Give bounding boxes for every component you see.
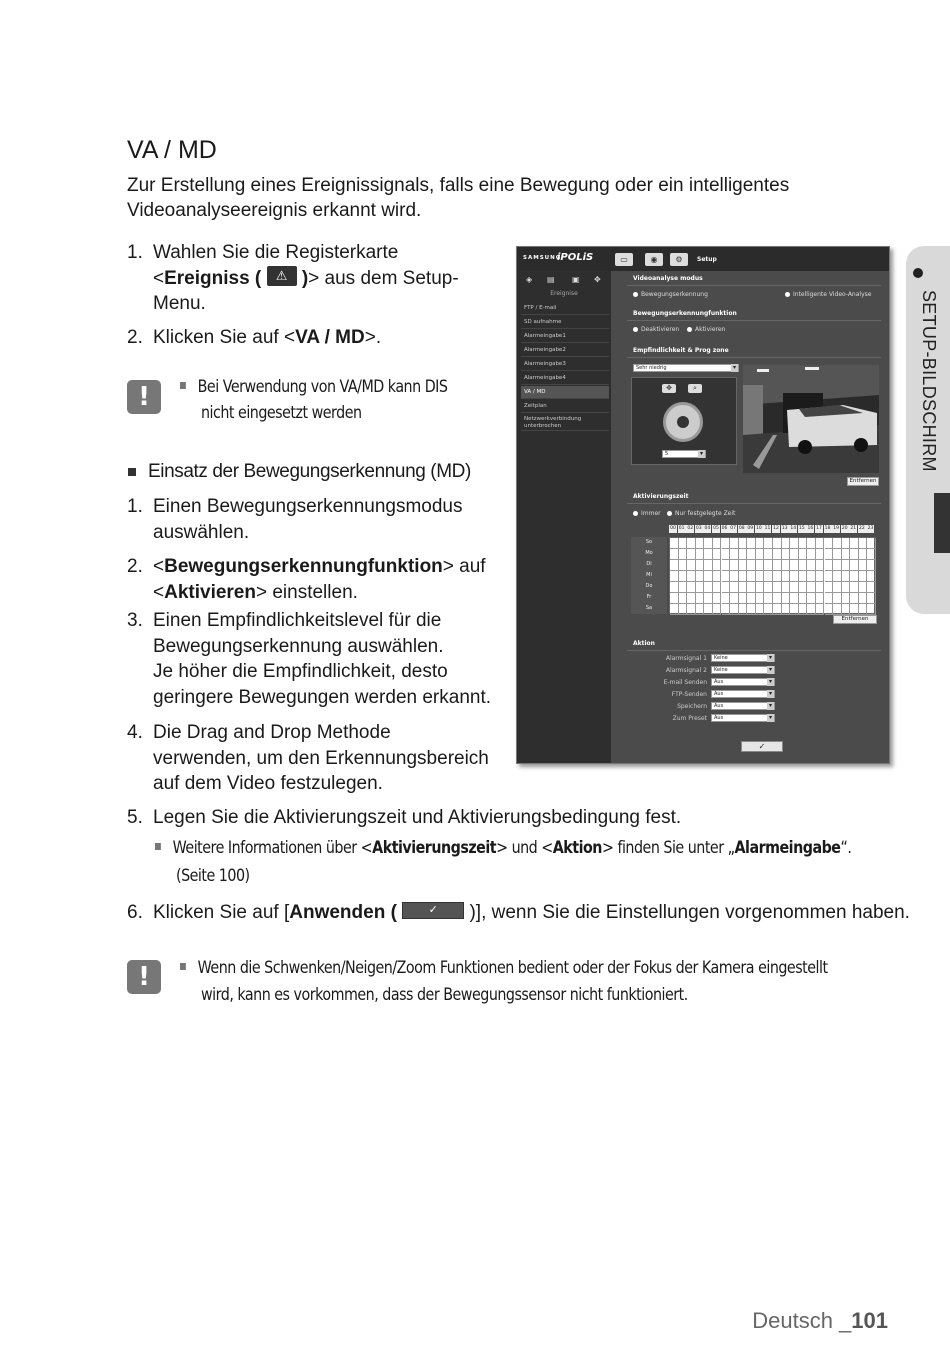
- ptz-joystick[interactable]: [663, 402, 703, 442]
- schedule-cell[interactable]: [679, 604, 688, 615]
- schedule-cell[interactable]: [739, 549, 748, 560]
- action-select[interactable]: Aus ▾: [711, 714, 775, 722]
- schedule-cell[interactable]: [790, 582, 799, 593]
- schedule-cell[interactable]: [859, 571, 868, 582]
- action-label: Speichern: [677, 703, 707, 710]
- day-label: Mo: [631, 548, 667, 559]
- menu-item-alarm2[interactable]: Alarmeingabe2: [521, 344, 609, 357]
- schedule-cell[interactable]: [790, 571, 799, 582]
- schedule-cell[interactable]: [739, 560, 748, 571]
- schedule-cell[interactable]: [850, 582, 859, 593]
- note-1: Bei Verwendung von VA/MD kann DIS nicht eingesetzt werden: [180, 374, 498, 426]
- menu-item-vamd[interactable]: VA / MD: [521, 386, 609, 399]
- note-2: Wenn die Schwenken/Neigen/Zoom Funktionen bedient oder der Fokus der Kamera eingestellt wird, kann es vorkommen, dass der Bewegungssensor nicht funktioniert.: [180, 955, 950, 1009]
- schedule-cell[interactable]: [773, 604, 782, 615]
- schedule-cell[interactable]: [739, 604, 748, 615]
- schedule-cell[interactable]: [670, 538, 679, 549]
- schedule-cell[interactable]: [739, 571, 748, 582]
- setup-menu: ◈ ▤ ▣ ✥ Ereignise: [517, 271, 611, 763]
- event-bell-icon: ⚠: [267, 266, 297, 286]
- schedule-cell[interactable]: [850, 604, 859, 615]
- schedule-cell[interactable]: [807, 571, 816, 582]
- action-list: [637, 655, 877, 731]
- schedule-cell[interactable]: [790, 593, 799, 604]
- schedule-cell[interactable]: [833, 571, 842, 582]
- schedule-cell[interactable]: [799, 549, 808, 560]
- schedule-cell[interactable]: [756, 582, 765, 593]
- square-bullet-icon: [128, 468, 136, 476]
- schedule-cell[interactable]: [764, 593, 773, 604]
- schedule-cell[interactable]: [859, 538, 868, 549]
- schedule-cell[interactable]: [670, 604, 679, 615]
- schedule-cell[interactable]: [756, 560, 765, 571]
- schedule-cell[interactable]: [867, 604, 876, 615]
- schedule-cell[interactable]: [687, 560, 696, 571]
- schedule-cell[interactable]: [782, 538, 791, 549]
- schedule-cell[interactable]: [799, 582, 808, 593]
- section-heading: Einsatz der Bewegungserkennung (MD): [128, 461, 471, 483]
- schedule-cell[interactable]: [696, 582, 705, 593]
- schedule-cell[interactable]: [670, 571, 679, 582]
- schedule-cell[interactable]: [679, 593, 688, 604]
- menu-item-schedule[interactable]: Zeitplan: [521, 400, 609, 413]
- square-bullet-icon: [180, 382, 186, 389]
- schedule-cell[interactable]: [842, 538, 851, 549]
- day-label: Fr: [631, 592, 667, 603]
- hour-label: 06: [721, 526, 728, 531]
- schedule-cell[interactable]: [799, 571, 808, 582]
- schedule-cell[interactable]: [782, 560, 791, 571]
- schedule-cell[interactable]: [739, 582, 748, 593]
- schedule-cell[interactable]: [816, 571, 825, 582]
- schedule-cell[interactable]: [713, 604, 722, 615]
- zoom-select[interactable]: 5 ▾: [662, 450, 706, 458]
- radio-activate[interactable]: Aktivieren: [687, 326, 725, 333]
- schedule-cell[interactable]: [825, 604, 834, 615]
- schedule-cell[interactable]: [773, 571, 782, 582]
- schedule-cell[interactable]: [859, 560, 868, 571]
- schedule-cell[interactable]: [679, 560, 688, 571]
- page-footer: Deutsch _101: [752, 1308, 888, 1333]
- schedule-cell[interactable]: [722, 571, 731, 582]
- schedule-cell[interactable]: [842, 593, 851, 604]
- action-label: E-mail Senden: [663, 679, 707, 686]
- warning-icon: !: [127, 380, 161, 414]
- schedule-cell[interactable]: [782, 604, 791, 615]
- setup-screenshot: SAMSUNG iPOLiS ▭ ◉ ⚙ Setup ◈ ▤ ▣ ✥ Ereignise FTP / E-mail SD aufnahme Alarmeingabe1 Alarmeingabe2 Alarmeingabe3 Alarmeingabe4 VA / MD Zeitplan Netzwerkverbindung unterbrochen Videoanalyse modus Bewegungserkennung Intelligente Video-Analyse Bewegungserkennungfunktion Deaktivieren Aktivieren Empfindlichkeit & Prog zone Sehr niedrig ▾ ✥ ⌕ 5 ▾ Entfernen Aktivierungszeit Immer Nur festgelegte Zeit 00 01 02 03 04 05 06 07 08 09 10 11 12 13 14 15 16 17 18 19 20 21 22 23 So Mo Di Mi Do Fr Sa Entfernen Aktion Alarmsignal 1 Keine ▾ Alarmsignal 2 Keine ▾ E-mail Senden Aus ▾ FTP-Senden Aus ▾ Speichern Aus ▾ Zum Preset Aus ▾ ✓: [516, 246, 890, 764]
- schedule-cell[interactable]: [825, 549, 834, 560]
- radio-motion-detection[interactable]: Bewegungserkennung: [633, 291, 708, 298]
- warning-icon: !: [127, 960, 161, 994]
- hour-label: 17: [816, 526, 822, 531]
- schedule-cell[interactable]: [833, 593, 842, 604]
- schedule-cell[interactable]: [842, 560, 851, 571]
- schedule-cell[interactable]: [670, 549, 679, 560]
- schedule-cell[interactable]: [747, 571, 756, 582]
- hour-label: 09: [747, 526, 754, 531]
- schedule-cell[interactable]: [704, 593, 713, 604]
- schedule-cell[interactable]: [722, 560, 731, 571]
- schedule-cell[interactable]: [713, 593, 722, 604]
- schedule-cell[interactable]: [722, 593, 731, 604]
- schedule-cell[interactable]: [704, 604, 713, 615]
- schedule-cell[interactable]: [756, 571, 765, 582]
- md-step-2: 2. <Bewegungserkennungfunktion> auf <Aktivieren> einstellen.: [127, 556, 486, 603]
- schedule-cell[interactable]: [833, 582, 842, 593]
- step-1: 1. Wahlen Sie die Registerkarte <Ereigniss ( ⚠ )> aus dem Setup- Menu.: [127, 242, 459, 314]
- schedule-cell[interactable]: [850, 538, 859, 549]
- schedule-cell[interactable]: [799, 593, 808, 604]
- menu-item-alarm3[interactable]: Alarmeingabe3: [521, 358, 609, 371]
- square-bullet-icon: [180, 963, 186, 970]
- schedule-cell[interactable]: [679, 571, 688, 582]
- schedule-cell[interactable]: [867, 538, 876, 549]
- schedule-cell[interactable]: [764, 538, 773, 549]
- schedule-cell[interactable]: [773, 593, 782, 604]
- side-tab-label: SETUP-BILDSCHIRM: [919, 290, 939, 472]
- schedule-cell[interactable]: [782, 593, 791, 604]
- schedule-cell[interactable]: [730, 549, 739, 560]
- schedule-cell[interactable]: [790, 604, 799, 615]
- schedule-cell[interactable]: [850, 593, 859, 604]
- schedule-cell[interactable]: [850, 549, 859, 560]
- schedule-cell[interactable]: [704, 571, 713, 582]
- schedule-cell[interactable]: [825, 593, 834, 604]
- schedule-cell[interactable]: [850, 560, 859, 571]
- schedule-cell[interactable]: [730, 538, 739, 549]
- schedule-cell[interactable]: [825, 582, 834, 593]
- hour-label: 22: [859, 526, 865, 531]
- schedule-cell[interactable]: [833, 604, 842, 615]
- schedule-cell[interactable]: [747, 538, 756, 549]
- schedule-cell[interactable]: [773, 560, 782, 571]
- schedule-cell[interactable]: [790, 538, 799, 549]
- action-label: Zum Preset: [672, 715, 707, 722]
- action-select[interactable]: Aus ▾: [711, 678, 775, 686]
- schedule-cell[interactable]: [704, 582, 713, 593]
- action-select[interactable]: Aus ▾: [711, 702, 775, 710]
- schedule-grid[interactable]: [669, 537, 875, 614]
- schedule-cell[interactable]: [747, 560, 756, 571]
- schedule-cell[interactable]: [756, 549, 765, 560]
- schedule-cell[interactable]: [799, 538, 808, 549]
- hours-header: [669, 525, 875, 533]
- settings-gear-icon: ⚙: [670, 253, 688, 266]
- schedule-cell[interactable]: [807, 582, 816, 593]
- hour-label: 02: [687, 526, 694, 531]
- schedule-cell[interactable]: [704, 560, 713, 571]
- day-label: Sa: [631, 603, 667, 614]
- menu-item-alarm1[interactable]: Alarmeingabe1: [521, 330, 609, 343]
- schedule-cell[interactable]: [696, 538, 705, 549]
- schedule-cell[interactable]: [747, 604, 756, 615]
- schedule-cell[interactable]: [850, 571, 859, 582]
- apply-button[interactable]: ✓: [741, 741, 783, 752]
- hour-label: 08: [738, 526, 745, 531]
- schedule-cell[interactable]: [773, 549, 782, 560]
- radio-intelligent-va[interactable]: Intelligente Video-Analyse: [785, 291, 871, 298]
- action-select[interactable]: Aus ▾: [711, 690, 775, 698]
- schedule-cell[interactable]: [679, 582, 688, 593]
- schedule-cell[interactable]: [696, 571, 705, 582]
- schedule-cell[interactable]: [816, 593, 825, 604]
- radio-scheduled[interactable]: Nur festgelegte Zeit: [667, 510, 735, 517]
- schedule-cell[interactable]: [687, 549, 696, 560]
- schedule-cell[interactable]: [670, 582, 679, 593]
- schedule-cell[interactable]: [859, 604, 868, 615]
- schedule-cell[interactable]: [764, 571, 773, 582]
- hour-label: 13: [781, 526, 788, 531]
- schedule-cell[interactable]: [842, 549, 851, 560]
- schedule-cell[interactable]: [782, 571, 791, 582]
- schedule-cell[interactable]: [730, 560, 739, 571]
- schedule-cell[interactable]: [730, 582, 739, 593]
- schedule-cell[interactable]: [807, 593, 816, 604]
- schedule-cell[interactable]: [816, 604, 825, 615]
- hour-label: 23: [867, 526, 874, 531]
- schedule-cell[interactable]: [730, 604, 739, 615]
- menu-item-network-loss[interactable]: Netzwerkverbindung unterbrochen: [521, 414, 609, 431]
- schedule-cell[interactable]: [730, 571, 739, 582]
- day-label: Mi: [631, 570, 667, 581]
- remove-button-1[interactable]: Entfernen: [847, 477, 879, 486]
- menu-item-ftp[interactable]: FTP / E-mail: [521, 302, 609, 315]
- schedule-cell[interactable]: [816, 549, 825, 560]
- schedule-cell[interactable]: [807, 560, 816, 571]
- page-title: VA / MD: [127, 136, 217, 164]
- schedule-cell[interactable]: [713, 549, 722, 560]
- schedule-cell[interactable]: [773, 582, 782, 593]
- schedule-cell[interactable]: [722, 549, 731, 560]
- step-2: 2. Klicken Sie auf <VA / MD>.: [127, 327, 382, 348]
- schedule-cell[interactable]: [722, 604, 731, 615]
- menu-item-sd[interactable]: SD aufnahme: [521, 316, 609, 329]
- schedule-cell[interactable]: [747, 593, 756, 604]
- schedule-cell[interactable]: [807, 538, 816, 549]
- hour-label: 07: [730, 526, 736, 531]
- hour-label: 18: [824, 526, 831, 531]
- schedule-cell[interactable]: [842, 571, 851, 582]
- remove-button-2[interactable]: Entfernen: [833, 615, 877, 624]
- hour-label: 04: [704, 526, 711, 531]
- schedule-cell[interactable]: [670, 560, 679, 571]
- schedule-cell[interactable]: [722, 538, 731, 549]
- schedule-cell[interactable]: [790, 560, 799, 571]
- days-column: [631, 537, 667, 614]
- video-preview[interactable]: [743, 365, 879, 473]
- action-select[interactable]: Keine ▾: [711, 666, 775, 674]
- md-step-4: 4. Die Drag and Drop Methode verwenden, um den Erkennungsbereich auf dem Video festzulegen.: [127, 722, 489, 794]
- schedule-cell[interactable]: [807, 604, 816, 615]
- apply-check-icon: ✓: [402, 902, 464, 919]
- schedule-cell[interactable]: [764, 582, 773, 593]
- note-5: Weitere Informationen über <Aktivierungszeit> und <Aktion> finden Sie unter „Alarmeingabe“. (Seite 100): [155, 834, 950, 890]
- intro-line-1: Zur Erstellung eines Ereignissignals, falls eine Bewegung oder ein intelligentes: [127, 175, 790, 196]
- schedule-cell[interactable]: [764, 560, 773, 571]
- schedule-cell[interactable]: [687, 582, 696, 593]
- schedule-cell[interactable]: [696, 560, 705, 571]
- schedule-cell[interactable]: [816, 582, 825, 593]
- md-step-1: 1. Einen Bewegungserkennungsmodus auswählen.: [127, 496, 463, 543]
- schedule-cell[interactable]: [782, 549, 791, 560]
- schedule-cell[interactable]: [687, 571, 696, 582]
- action-label: Alarmsignal 2: [665, 667, 707, 674]
- schedule-cell[interactable]: [764, 604, 773, 615]
- monitor-icon: ▭: [615, 253, 633, 266]
- action-label: Alarmsignal 1: [665, 655, 707, 662]
- intro-line-2: Videoanalyseereignis erkannt wird.: [127, 200, 422, 221]
- md-step-5: 5. Legen Sie die Aktivierungszeit und Aktivierungsbedingung fest.: [127, 807, 682, 828]
- schedule-cell[interactable]: [739, 593, 748, 604]
- schedule-cell[interactable]: [704, 538, 713, 549]
- day-label: So: [631, 537, 667, 548]
- hour-label: 14: [790, 526, 797, 531]
- schedule-cell[interactable]: [833, 549, 842, 560]
- menu-item-alarm4[interactable]: Alarmeingabe4: [521, 372, 609, 385]
- schedule-cell[interactable]: [722, 582, 731, 593]
- hour-label: 16: [807, 526, 814, 531]
- schedule-cell[interactable]: [713, 571, 722, 582]
- camera-icon: ◈: [526, 275, 533, 284]
- hour-label: 20: [841, 526, 848, 531]
- md-step-3: 3. Einen Empfindlichkeitslevel für die Bewegungserkennung auswählen. Je höher die Empfindlichkeit, desto geringere Bewegungen werden erkannt.: [127, 610, 492, 708]
- hour-label: 21: [850, 526, 857, 531]
- day-label: Do: [631, 581, 667, 592]
- hour-label: 15: [798, 526, 805, 531]
- action-select[interactable]: Keine ▾: [711, 654, 775, 662]
- schedule-cell[interactable]: [764, 549, 773, 560]
- intro-text: [127, 173, 789, 223]
- schedule-cell[interactable]: [687, 538, 696, 549]
- schedule-cell[interactable]: [687, 604, 696, 615]
- schedule-cell[interactable]: [747, 582, 756, 593]
- schedule-cell[interactable]: [773, 538, 782, 549]
- schedule-cell[interactable]: [867, 593, 876, 604]
- schedule-cell[interactable]: [756, 593, 765, 604]
- schedule-cell[interactable]: [859, 582, 868, 593]
- schedule-cell[interactable]: [833, 538, 842, 549]
- hour-label: 00: [670, 526, 676, 531]
- schedule-cell[interactable]: [825, 538, 834, 549]
- hour-label: 11: [764, 526, 771, 531]
- schedule-cell[interactable]: [799, 560, 808, 571]
- zoom-icon[interactable]: ⌕: [688, 384, 702, 393]
- schedule-cell[interactable]: [859, 593, 868, 604]
- hour-label: 12: [773, 526, 779, 531]
- schedule-cell[interactable]: [696, 593, 705, 604]
- schedule-cell[interactable]: [867, 560, 876, 571]
- schedule-cell[interactable]: [679, 549, 688, 560]
- schedule-cell[interactable]: [730, 593, 739, 604]
- schedule-cell[interactable]: [825, 571, 834, 582]
- schedule-cell[interactable]: [816, 560, 825, 571]
- ptz-control-box: [631, 377, 737, 465]
- schedule-cell[interactable]: [867, 582, 876, 593]
- schedule-cell[interactable]: [842, 604, 851, 615]
- schedule-cell[interactable]: [747, 549, 756, 560]
- schedule-cell[interactable]: [704, 549, 713, 560]
- schedule-cell[interactable]: [867, 571, 876, 582]
- schedule-cell[interactable]: [713, 538, 722, 549]
- schedule-cell[interactable]: [833, 560, 842, 571]
- day-label: Di: [631, 559, 667, 570]
- schedule-cell[interactable]: [859, 549, 868, 560]
- schedule-cell[interactable]: [799, 604, 808, 615]
- bullet-dot-icon: [913, 268, 923, 278]
- schedule-cell[interactable]: [713, 582, 722, 593]
- sensitivity-select[interactable]: Sehr niedrig ▾: [633, 364, 739, 372]
- schedule-cell[interactable]: [670, 593, 679, 604]
- schedule-cell[interactable]: [696, 549, 705, 560]
- schedule-cell[interactable]: [756, 604, 765, 615]
- schedule-cell[interactable]: [687, 593, 696, 604]
- schedule-cell[interactable]: [790, 549, 799, 560]
- schedule-cell[interactable]: [782, 582, 791, 593]
- screenshot-topbar: SAMSUNG iPOLiS ▭ ◉ ⚙ Setup: [517, 247, 889, 271]
- hour-label: 10: [756, 526, 762, 531]
- hour-label: 01: [678, 526, 685, 531]
- parking-garage-image: [743, 365, 879, 473]
- action-label: FTP-Senden: [671, 691, 707, 698]
- schedule-cell[interactable]: [739, 538, 748, 549]
- schedule-cell[interactable]: [756, 538, 765, 549]
- schedule-cell[interactable]: [816, 538, 825, 549]
- schedule-cell[interactable]: [696, 604, 705, 615]
- schedule-cell[interactable]: [867, 549, 876, 560]
- square-bullet-icon: [155, 843, 161, 850]
- system-icon: ✥: [594, 275, 601, 284]
- network-icon: ▤: [547, 275, 555, 284]
- hour-label: 05: [713, 526, 719, 531]
- event-icon: ▣: [572, 275, 580, 284]
- radio-always[interactable]: Immer: [633, 510, 661, 517]
- radio-deactivate[interactable]: Deaktivieren: [633, 326, 679, 333]
- schedule-cell[interactable]: [807, 549, 816, 560]
- playback-icon: ◉: [645, 253, 663, 266]
- schedule-cell[interactable]: [825, 560, 834, 571]
- schedule-cell[interactable]: [842, 582, 851, 593]
- md-step-6: 6. Klicken Sie auf [Anwenden ( ✓ )], wenn Sie die Einstellungen vorgenommen haben.: [127, 902, 910, 923]
- schedule-cell[interactable]: [713, 560, 722, 571]
- hour-label: 19: [833, 526, 839, 531]
- hour-label: 03: [695, 526, 702, 531]
- move-icon[interactable]: ✥: [662, 384, 676, 393]
- schedule-cell[interactable]: [679, 538, 688, 549]
